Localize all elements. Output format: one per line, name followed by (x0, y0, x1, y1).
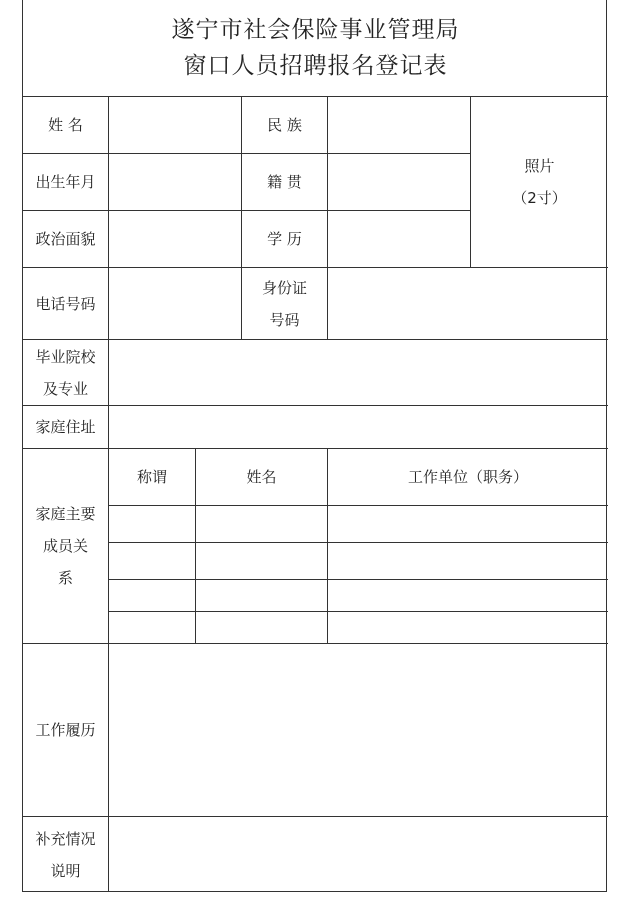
label-name: 姓 名 (48, 116, 83, 134)
birth-field[interactable] (109, 154, 241, 210)
origin-field[interactable] (328, 154, 470, 210)
id-field[interactable] (328, 268, 608, 339)
label-id (242, 268, 327, 339)
label-school-line2: 及专业 (42, 379, 88, 398)
family-row-2-name[interactable] (196, 543, 327, 579)
family-header-workplace: 工作单位（职务） (407, 468, 528, 486)
family-row-2-relation[interactable] (109, 543, 195, 579)
address-field[interactable] (109, 406, 608, 448)
family-row-3-name[interactable] (196, 580, 327, 611)
photo-box[interactable] (471, 97, 608, 267)
label-id-line1: 身份证 (261, 278, 307, 297)
photo-label: 照片 (524, 157, 555, 175)
label-political: 政治面貌 (35, 230, 96, 248)
registration-form (22, 0, 607, 892)
label-notes-line2: 说明 (50, 861, 81, 880)
family-row-3-workplace[interactable] (328, 580, 608, 611)
label-family (23, 449, 108, 643)
notes-field[interactable] (109, 817, 608, 892)
label-school (23, 340, 108, 405)
label-notes (23, 817, 108, 892)
label-family-line3: 系 (57, 569, 73, 587)
form-title (23, 0, 608, 96)
family-row-4-workplace[interactable] (328, 612, 608, 643)
ethnicity-field[interactable] (328, 97, 470, 153)
education-field[interactable] (328, 211, 470, 267)
label-birth: 出生年月 (35, 173, 96, 191)
family-row-4-name[interactable] (196, 612, 327, 643)
label-notes-line1: 补充情况 (35, 829, 96, 848)
label-origin: 籍 贯 (267, 173, 302, 191)
school-field[interactable] (109, 340, 608, 405)
label-id-line2: 号码 (269, 310, 300, 329)
form-title-line1: 遂宁市社会保险事业管理局 (171, 17, 460, 43)
political-field[interactable] (109, 211, 241, 267)
family-row-4-relation[interactable] (109, 612, 195, 643)
name-field[interactable] (109, 97, 241, 153)
label-family-line2: 成员关 (42, 537, 88, 555)
label-education: 学 历 (267, 230, 302, 248)
label-school-line1: 毕业院校 (35, 347, 96, 366)
form-title-line2: 窗口人员招聘报名登记表 (183, 53, 448, 79)
family-row-1-workplace[interactable] (328, 506, 608, 542)
phone-field[interactable] (109, 268, 241, 339)
family-header-name: 姓名 (246, 468, 277, 486)
family-row-2-workplace[interactable] (328, 543, 608, 579)
family-row-3-relation[interactable] (109, 580, 195, 611)
family-row-1-relation[interactable] (109, 506, 195, 542)
label-address: 家庭住址 (35, 418, 96, 436)
work-history-field[interactable] (109, 644, 608, 816)
photo-size: （2寸） (512, 189, 567, 207)
label-ethnicity: 民 族 (267, 116, 302, 134)
family-row-1-name[interactable] (196, 506, 327, 542)
label-work-history: 工作履历 (35, 721, 96, 739)
label-family-line1: 家庭主要 (35, 505, 96, 523)
family-header-relation: 称谓 (136, 468, 167, 486)
label-phone: 电话号码 (35, 294, 96, 313)
